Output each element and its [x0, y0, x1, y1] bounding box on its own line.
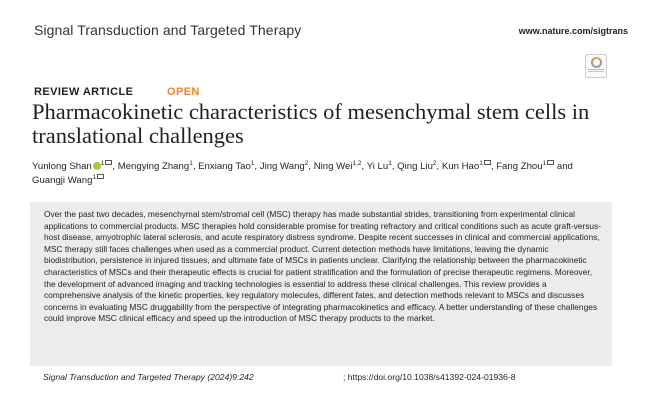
author-separator: ,	[112, 161, 118, 172]
author-name: Kun Hao	[441, 161, 480, 172]
author-name: Qing Liu	[397, 161, 433, 172]
author-affiliation: 1	[92, 173, 97, 181]
email-icon[interactable]	[105, 160, 112, 165]
author-name: Yunlong Shan	[32, 161, 92, 172]
check-for-updates-icon[interactable]	[585, 54, 607, 78]
orcid-icon[interactable]	[93, 162, 101, 170]
author-affiliation: 1	[479, 159, 483, 167]
author-item[interactable]	[496, 161, 554, 172]
author-separator: ,	[436, 161, 442, 172]
author-affiliation: 2	[304, 159, 309, 167]
author-separator: ,	[192, 161, 199, 172]
author-separator: ,	[361, 161, 367, 172]
author-name: Jing Wang	[259, 161, 305, 172]
author-item[interactable]	[32, 175, 104, 186]
check-updates-ring-icon	[591, 57, 602, 68]
author-separator: ,	[308, 161, 314, 172]
author-item[interactable]	[32, 161, 112, 172]
author-separator: ,	[391, 161, 398, 172]
journal-name[interactable]: Signal Transduction and Targeted Therapy	[34, 22, 302, 38]
author-affiliation: 2	[432, 159, 437, 167]
citation-text: Signal Transduction and Targeted Therapy (2024)9:242	[43, 372, 254, 382]
author-affiliation: 1	[542, 159, 547, 167]
author-name: Enxiang Tao	[198, 161, 251, 172]
author-separator: and	[554, 161, 573, 172]
author-affiliation: 1,2	[352, 159, 362, 167]
author-name: Ning Wei	[313, 161, 353, 172]
abstract-box	[30, 202, 612, 366]
check-updates-text-lines	[588, 69, 604, 70]
journal-url-link[interactable]: www.nature.com/sigtrans	[518, 26, 628, 36]
email-icon[interactable]	[547, 160, 554, 165]
author-list	[32, 160, 622, 188]
email-icon[interactable]	[97, 174, 104, 179]
author-name: Mengying Zhang	[117, 161, 190, 172]
author-separator: ,	[490, 161, 497, 172]
author-item[interactable]	[314, 161, 362, 172]
author-name: Fang Zhou	[496, 161, 543, 172]
article-title: Pharmacokinetic characteristics of mesenchymal stem cells in translational challenges	[32, 99, 590, 148]
email-icon[interactable]	[484, 160, 491, 165]
author-item[interactable]	[397, 161, 436, 172]
author-separator: ,	[254, 161, 260, 172]
article-type-label: REVIEW ARTICLE	[34, 86, 134, 98]
abstract-text: Over the past two decades, mesenchymal stem/stromal cell (MSC) therapy has made substantial strides, transitioning from experimental clinical applications to commercial products. MSC therapies hold considerable promise for treating refractory and critical conditions such as acute graft-versus-host disease, amyotrophic lateral sclerosis, and acute respiratory distress syndrome. Despite recent successes in clinical and commercial applications, MSC therapy still faces challenges when used as a commercial product. Current detection methods have limitations, leaving the dynamic biodistribution, persistence in injured tissues, and ultimate fate of MSCs in patients unclear. Clarifying the relationship between the pharmacokinetic characteristics of MSCs and their therapeutic effects is crucial for patient stratification and the formulation of precise therapeutic regimens. Moreover, the development of advanced imaging and tracking technologies is essential to address these clinical challenges. This review provides a comprehensive analysis of the kinetic properties, key regulatory molecules, different fates, and detection methods relevant to MSCs and discusses concerns in evaluating MSC druggability from the perspective of integrating pharmacokinetics and efficacy. A better understanding of these challenges could improve MSC clinical efficacy and speed up the introduction of MSC therapy products to the market.	[44, 209, 601, 324]
author-name: Guangji Wang	[32, 175, 93, 186]
author-affiliation: 1	[189, 159, 193, 167]
author-item[interactable]	[442, 161, 491, 172]
open-access-label: OPEN	[167, 86, 200, 98]
author-item[interactable]	[260, 161, 309, 172]
author-affiliation: 1	[250, 159, 255, 167]
author-affiliation: 1	[100, 159, 105, 167]
author-item[interactable]	[198, 161, 254, 172]
author-name: Yi Lu	[366, 161, 389, 172]
doi-link[interactable]: ; https://doi.org/10.1038/s41392-024-01936-8	[343, 372, 516, 382]
author-item[interactable]	[118, 161, 193, 172]
author-item[interactable]	[367, 161, 392, 172]
author-affiliation: 1	[388, 159, 392, 167]
